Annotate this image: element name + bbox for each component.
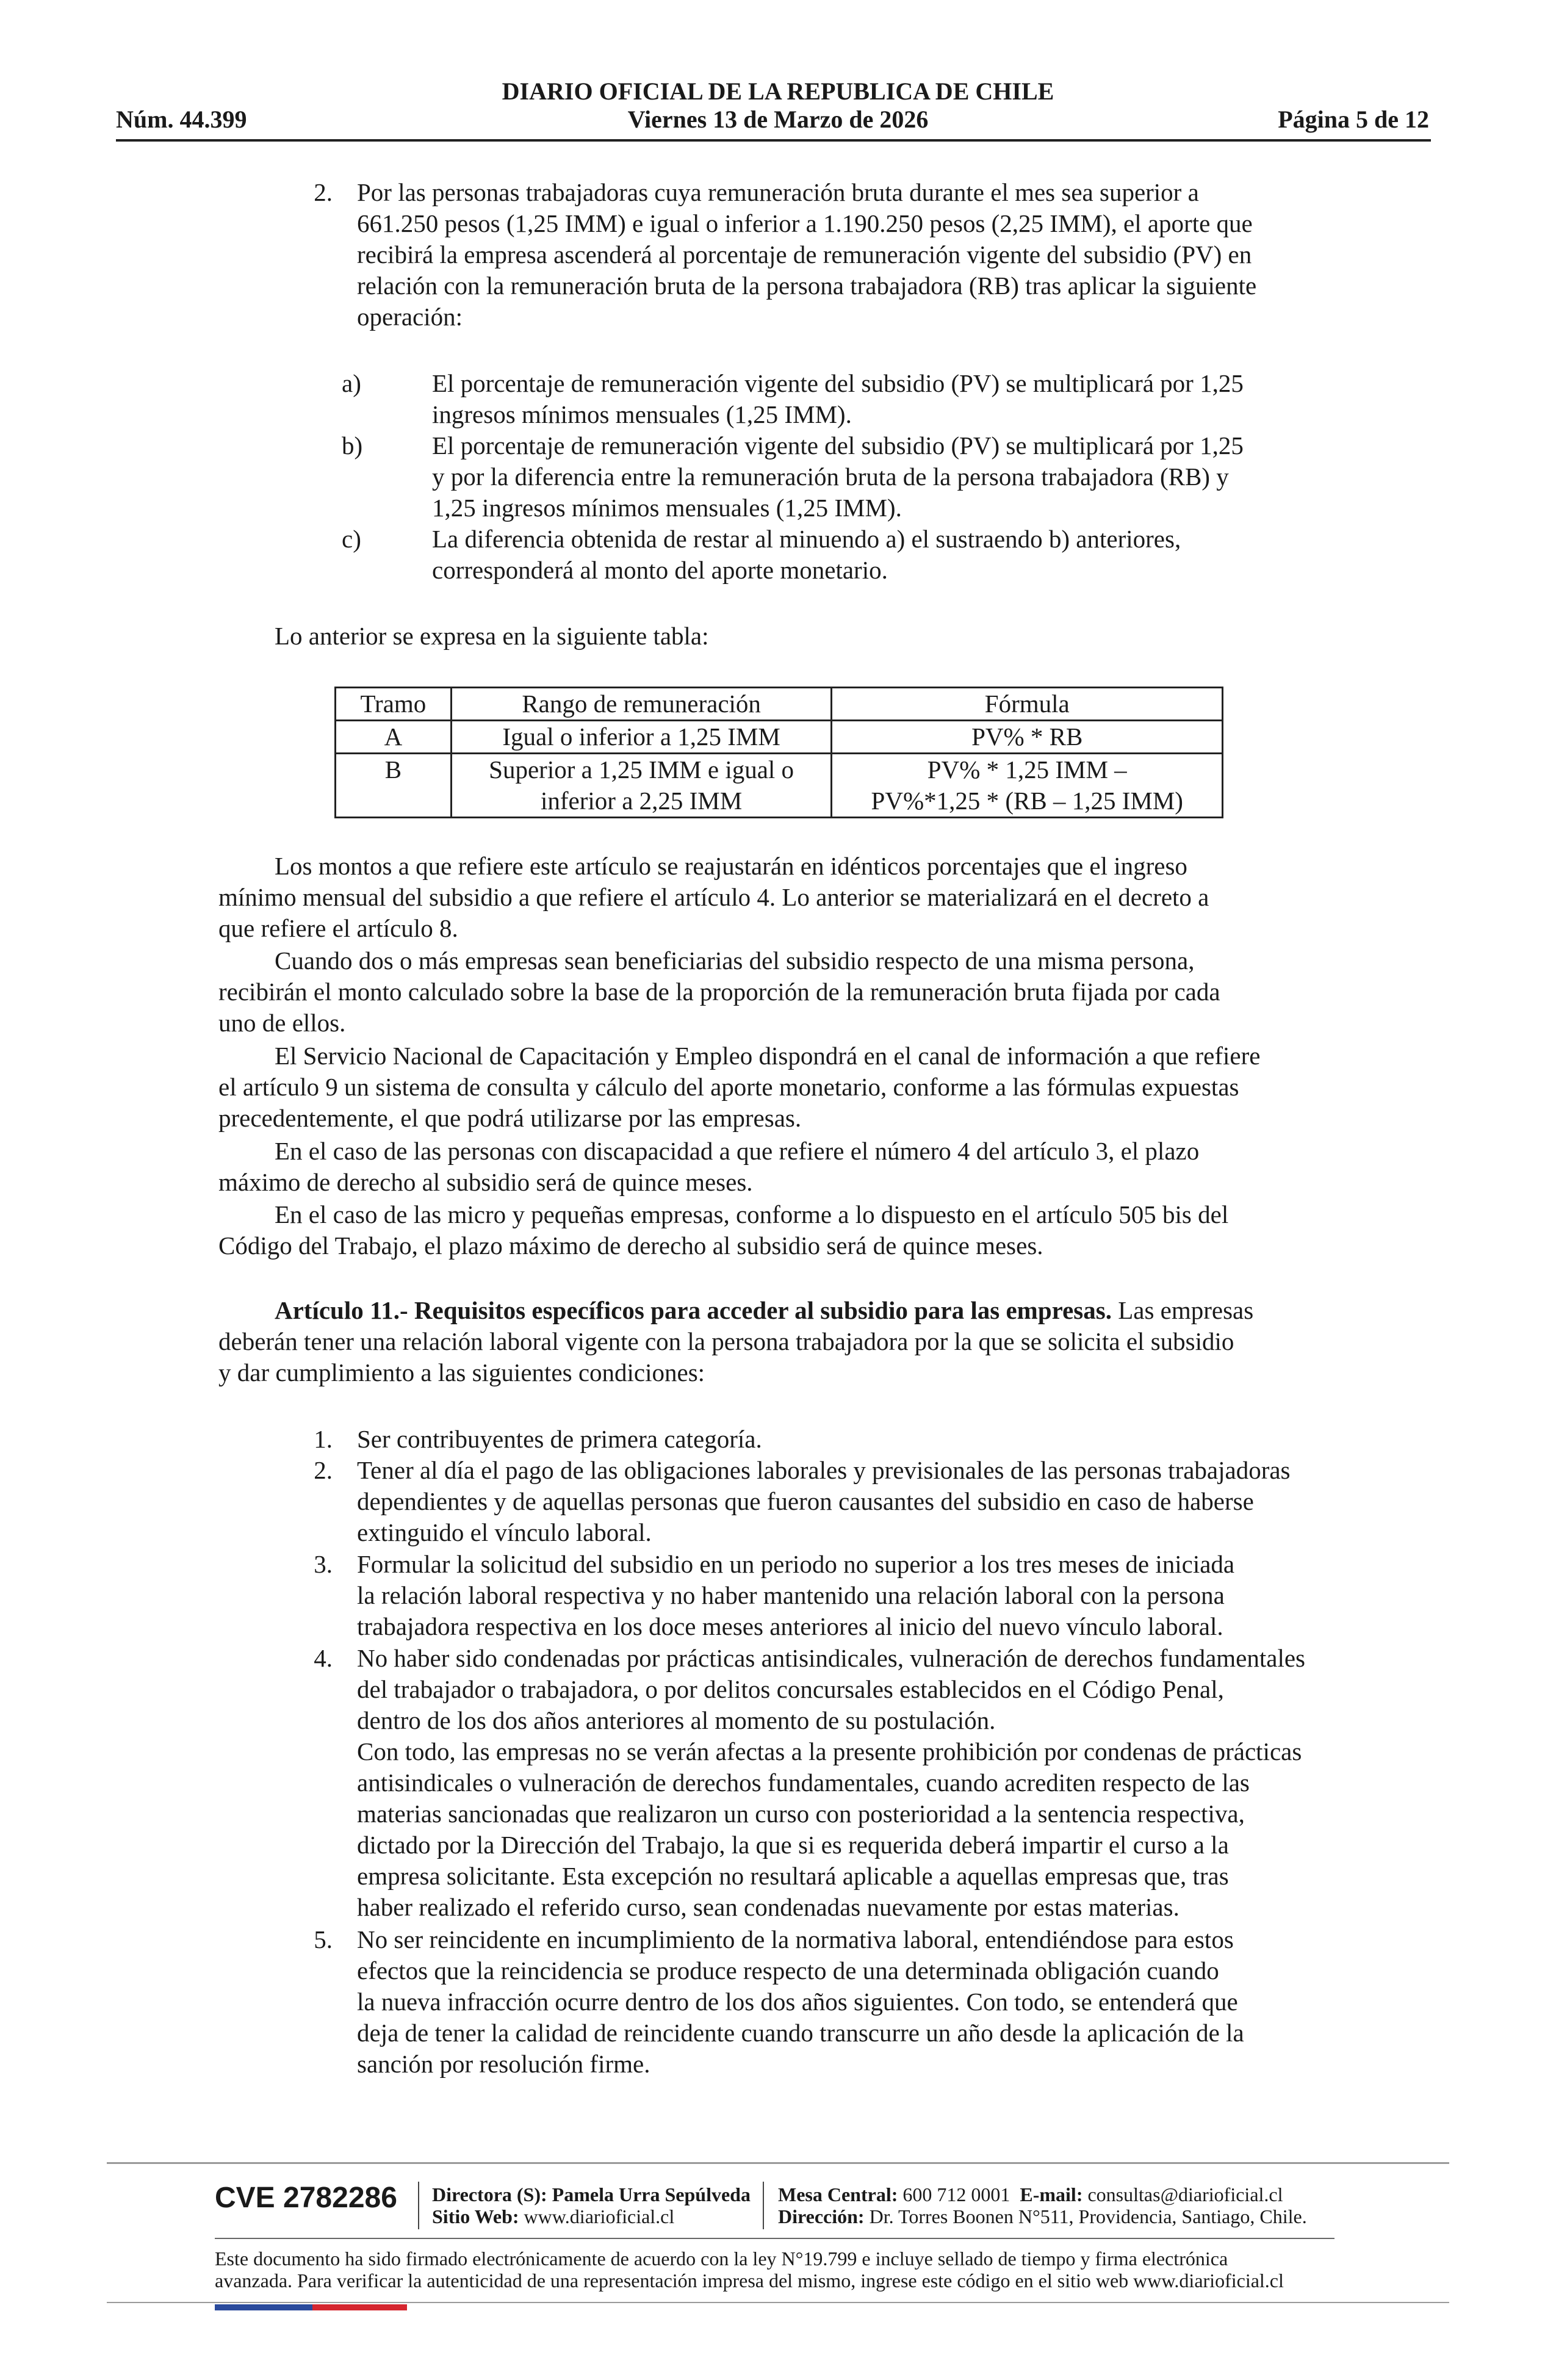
requirement-3-number: 3. [314, 1550, 333, 1578]
table-intro: Lo anterior se expresa en la siguiente tabla: [275, 622, 709, 650]
requirement-4-number: 4. [314, 1644, 333, 1672]
text-line: y dar cumplimiento a las siguientes condiciones: [218, 1358, 705, 1387]
text-line: máximo de derecho al subsidio será de quince meses. [218, 1168, 753, 1196]
paragraph-micro-companies [218, 1199, 1342, 1261]
article-11-lead: Las empresas [1111, 1296, 1254, 1324]
cve-code: CVE 2782286 [215, 2182, 397, 2214]
text-line: sanción por resolución firme. [357, 2050, 650, 2078]
column-header: Fórmula [832, 688, 1223, 721]
text-line: uno de ellos. [218, 1009, 346, 1037]
column-header: Rango de remuneración [451, 688, 832, 721]
text-line: la nueva infracción ocurre dentro de los dos años siguientes. Con todo, se entenderá que [357, 1988, 1238, 2016]
note-line: avanzada. Para verificar la autenticidad de una representación impresa del mismo, ingrese este código en el sitio web www.diarioficial.cl [215, 2270, 1284, 2292]
text-line: Cuando dos o más empresas sean beneficiarias del subsidio respecto de una misma persona, [275, 947, 1195, 975]
text-line: dependientes y de aquellas personas que fueron causantes del subsidio en caso de haberse [357, 1487, 1254, 1515]
text-line: efectos que la reincidencia se produce respecto de una determinada obligación cuando [357, 1956, 1219, 1985]
mesa-value: 600 712 0001 [902, 2183, 1010, 2205]
text-line: recibirá la empresa ascenderá al porcentaje de remuneración vigente del subsidio (PV) en [357, 240, 1252, 269]
issue-number: Núm. 44.399 [116, 106, 247, 133]
cell-line: PV%*1,25 * (RB – 1,25 IMM) [871, 787, 1183, 815]
table-cell: B [336, 754, 452, 818]
website-line [432, 2205, 762, 2227]
cell-line: inferior a 2,25 IMM [541, 787, 743, 815]
requirement-1-text [357, 1424, 1342, 1455]
text-line: operación: [357, 303, 463, 331]
website-link[interactable]: www.diarioficial.cl [524, 2205, 675, 2227]
paragraph-disability [218, 1136, 1342, 1198]
text-line: deberán tener una relación laboral vigente con la persona trabajadora por la que se solicita el subsidio [218, 1327, 1234, 1355]
table-cell [451, 754, 832, 818]
website-label: Sitio Web: [432, 2205, 519, 2227]
subitem-a-text [432, 368, 1342, 430]
text-line: recibirán el monto calculado sobre la base de la proporción de la remuneración bruta fijada por cada [218, 978, 1220, 1006]
text-line: En el caso de las micro y pequeñas empresas, conforme a lo dispuesto en el artículo 505 bis del [275, 1200, 1229, 1228]
director-label: Directora (S): Pamela Urra Sepúlveda [432, 2183, 751, 2205]
text-line: precedentemente, el que podrá utilizarse por las empresas. [218, 1104, 802, 1132]
subitem-b-label: b) [342, 431, 363, 460]
requirement-1-number: 1. [314, 1425, 333, 1453]
footer-separator [763, 2182, 764, 2229]
table-header-row [336, 688, 1223, 721]
requirement-3-text [357, 1549, 1342, 1642]
footer-divider [107, 2162, 1449, 2164]
requirement-2-number: 2. [314, 1456, 333, 1484]
issue-date: Viernes 13 de Marzo de 2026 [627, 106, 929, 133]
mesa-label: Mesa Central: [778, 2183, 898, 2205]
table-row [336, 721, 1223, 754]
text-line: extinguido el vínculo laboral. [357, 1518, 652, 1546]
text-line: el artículo 9 un sistema de consulta y cálculo del aporte monetario, conforme a las fórmulas expuestas [218, 1073, 1239, 1101]
text-line: 661.250 pesos (1,25 IMM) e igual o inferior a 1.190.250 pesos (2,25 IMM), el aporte que [357, 209, 1253, 237]
table-row [336, 754, 1223, 818]
address-line [778, 2205, 1352, 2227]
text-line: Los montos a que refiere este artículo se reajustarán en idénticos porcentajes que el ingreso [275, 852, 1187, 880]
column-header: Tramo [336, 688, 452, 721]
text-line: No ser reincidente en incumplimiento de la normativa laboral, entendiéndose para estos [357, 1925, 1234, 1953]
text-line: y por la diferencia entre la remuneración bruta de la persona trabajadora (RB) y [432, 463, 1229, 491]
text-line: Con todo, las empresas no se verán afectas a la presente prohibición por condenas de prácticas [357, 1737, 1302, 1765]
footer-separator [418, 2182, 419, 2229]
director-line [432, 2183, 762, 2205]
text-line: deja de tener la calidad de reincidente cuando transcurre un año desde la aplicación de la [357, 2019, 1244, 2047]
text-line: empresa solicitante. Esta excepción no resultará aplicable a aquellas empresas que, tras [357, 1862, 1229, 1890]
text-line: trabajadora respectiva en los doce meses anteriores al inicio del nuevo vínculo laboral. [357, 1612, 1223, 1640]
article-11-first-line [218, 1295, 1342, 1326]
flag-stripe-red [312, 2304, 407, 2310]
paragraph-reajuste [218, 851, 1342, 944]
email-label: E-mail: [1020, 2183, 1083, 2205]
text-line: haber realizado el referido curso, sean condenadas nuevamente por estas materias. [357, 1893, 1180, 1921]
footer-director-block [432, 2183, 762, 2227]
flag-stripe-blue [215, 2304, 312, 2310]
text-line: El porcentaje de remuneración vigente del subsidio (PV) se multiplicará por 1,25 [432, 431, 1244, 460]
email-link[interactable]: consultas@diarioficial.cl [1087, 2183, 1283, 2205]
text-line: antisindicales o vulneración de derechos fundamentales, cuando acrediten respecto de las [357, 1769, 1250, 1797]
page-number: Página 5 de 12 [1278, 106, 1429, 133]
table-cell [832, 754, 1223, 818]
text-line: materias sancionadas que realizaron un curso con posterioridad a la sentencia respectiva, [357, 1800, 1245, 1828]
text-line: Formular la solicitud del subsidio en un periodo no superior a los tres meses de iniciada [357, 1550, 1235, 1578]
requirement-5-text [357, 1924, 1342, 2080]
paragraph-sence [218, 1040, 1342, 1134]
cell-line: PV% * 1,25 IMM – [927, 755, 1127, 784]
text-line: que refiere el artículo 8. [218, 914, 458, 942]
text-line: dentro de los dos años anteriores al momento de su postulación. [357, 1706, 996, 1734]
subitem-c-text [432, 524, 1342, 586]
text-line: la relación laboral respectiva y no haber mantenido una relación laboral con la persona [357, 1581, 1225, 1609]
cell-line: Superior a 1,25 IMM e igual o [489, 755, 794, 784]
text-line: La diferencia obtenida de restar al minuendo a) el sustraendo b) anteriores, [432, 525, 1181, 553]
text-line: El porcentaje de remuneración vigente del subsidio (PV) se multiplicará por 1,25 [432, 369, 1244, 397]
subitem-b-text [432, 430, 1342, 524]
text-line: dictado por la Dirección del Trabajo, la que si es requerida deberá impartir el curso a la [357, 1831, 1229, 1859]
item-2-number: 2. [314, 178, 333, 206]
table-cell: A [336, 721, 452, 754]
text-line: El Servicio Nacional de Capacitación y Empleo dispondrá en el canal de información a que refiere [275, 1042, 1261, 1070]
electronic-signature-note [215, 2248, 1350, 2292]
contact-line [778, 2183, 1352, 2205]
text-line: 1,25 ingresos mínimos mensuales (1,25 IMM). [432, 494, 902, 522]
newspaper-title: DIARIO OFICIAL DE LA REPUBLICA DE CHILE [502, 78, 1054, 105]
header-divider [116, 139, 1431, 142]
article-11-heading: Artículo 11.- Requisitos específicos para acceder al subsidio para las empresas. [275, 1296, 1112, 1324]
text-line: En el caso de las personas con discapacidad a que refiere el número 4 del artículo 3, el plazo [275, 1137, 1200, 1165]
text-line: ingresos mínimos mensuales (1,25 IMM). [432, 400, 852, 428]
table-cell: PV% * RB [832, 721, 1223, 754]
requirement-4-text [357, 1643, 1342, 1923]
address-value: Dr. Torres Boonen N°511, Providencia, Santiago, Chile. [869, 2205, 1307, 2227]
requirement-5-number: 5. [314, 1925, 333, 1953]
footer-inner-divider [215, 2238, 1334, 2239]
address-label: Dirección: [778, 2205, 865, 2227]
item-2-text [357, 177, 1342, 333]
text-line: Código del Trabajo, el plazo máximo de derecho al subsidio será de quince meses. [218, 1231, 1043, 1260]
note-line: Este documento ha sido firmado electrónicamente de acuerdo con la ley N°19.799 e incluye sellado de tiempo y firma electrónica [215, 2248, 1228, 2270]
article-11 [218, 1295, 1342, 1388]
requirement-2-text [357, 1455, 1342, 1548]
formula-table [334, 687, 1223, 818]
text-line: Tener al día el pago de las obligaciones laborales y previsionales de las personas trabajadoras [357, 1456, 1291, 1484]
subitem-a-label: a) [342, 369, 361, 397]
paragraph-multiple-companies [218, 945, 1342, 1039]
footer-contact-block [778, 2183, 1352, 2227]
text-line: mínimo mensual del subsidio a que refiere el artículo 4. Lo anterior se materializará en el decreto a [218, 883, 1209, 911]
table-cell: Igual o inferior a 1,25 IMM [451, 721, 832, 754]
footer-bottom-divider [107, 2302, 1449, 2303]
text-line: Ser contribuyentes de primera categoría. [357, 1425, 762, 1453]
text-line: del trabajador o trabajadora, o por delitos concursales establecidos en el Código Penal, [357, 1675, 1224, 1703]
text-line: Por las personas trabajadoras cuya remuneración bruta durante el mes sea superior a [357, 178, 1199, 206]
subitem-c-label: c) [342, 525, 361, 553]
text-line: relación con la remuneración bruta de la persona trabajadora (RB) tras aplicar la siguiente [357, 272, 1257, 300]
text-line: corresponderá al monto del aporte monetario. [432, 556, 888, 584]
text-line: No haber sido condenadas por prácticas antisindicales, vulneración de derechos fundamentales [357, 1644, 1305, 1672]
